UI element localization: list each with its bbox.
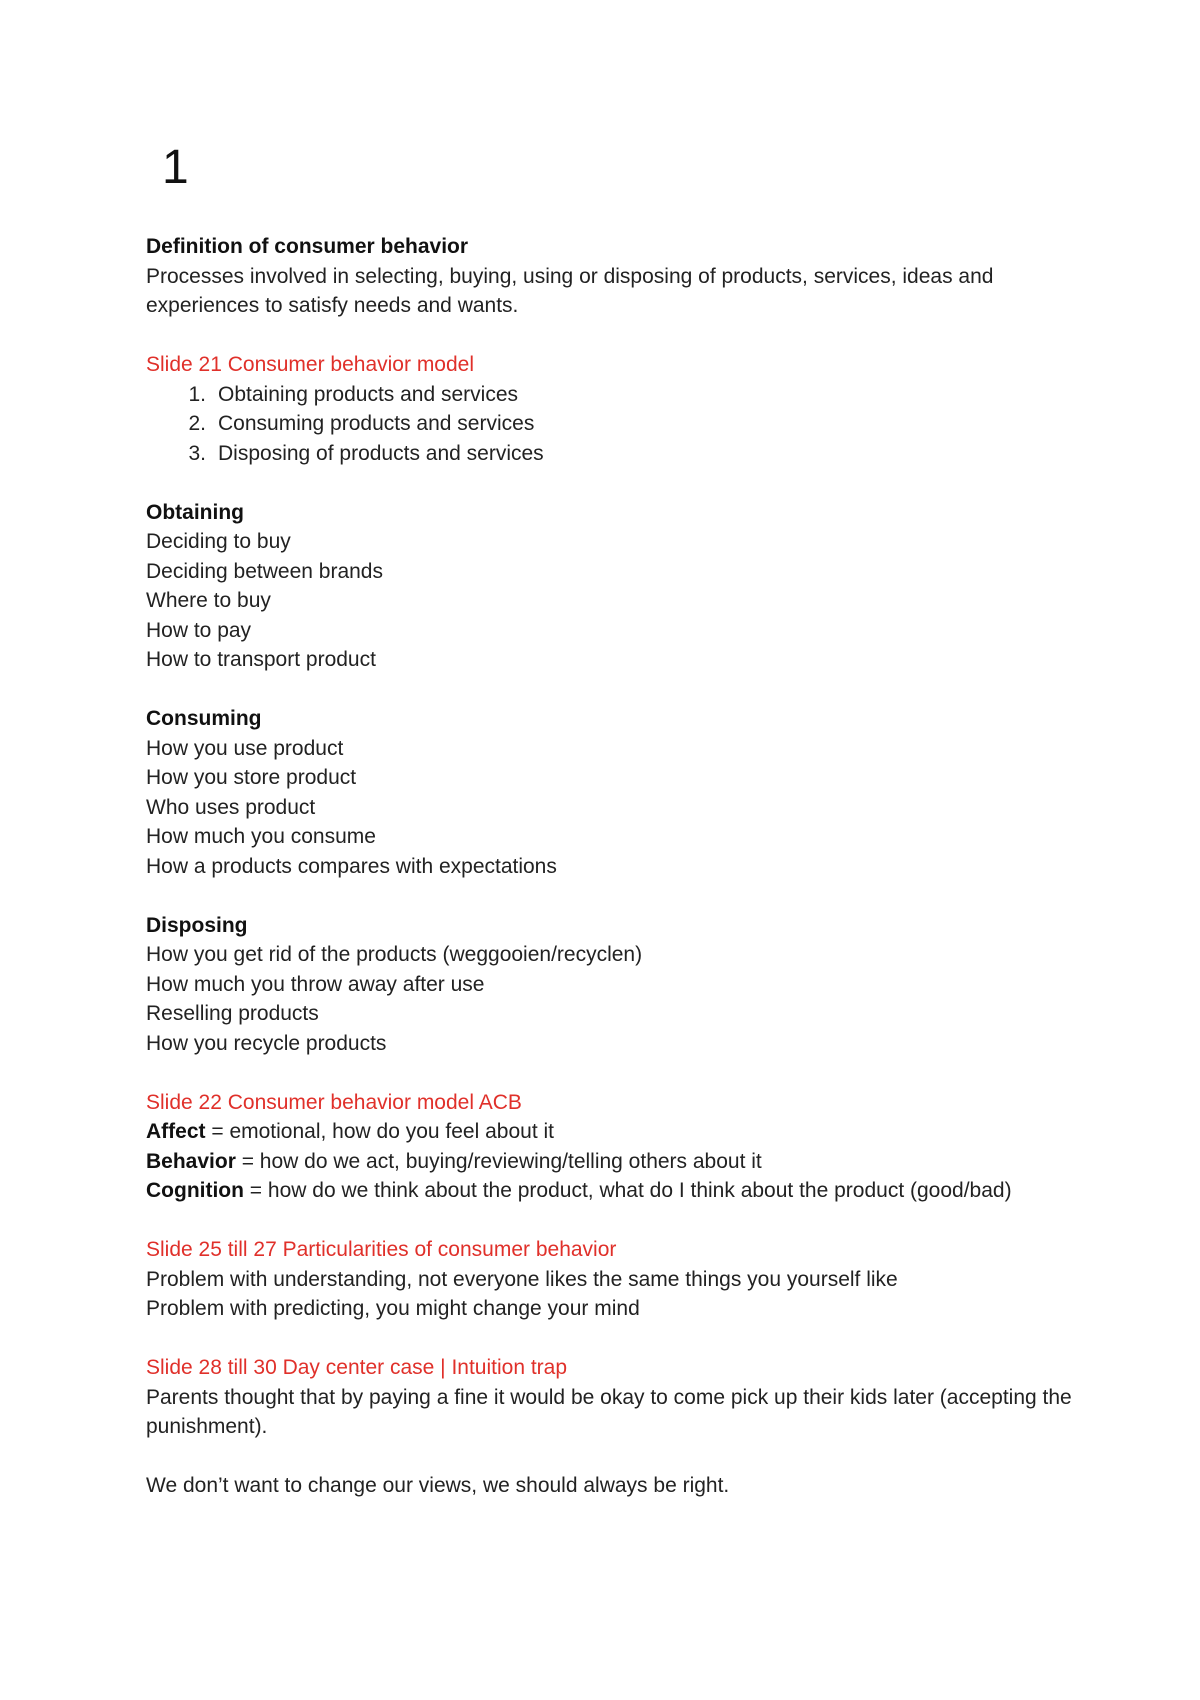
slide22-section	[146, 1088, 1076, 1206]
consuming-heading: Consuming	[146, 707, 262, 730]
slide25-heading: Slide 25 till 27 Particularities of consumer behavior	[146, 1238, 617, 1261]
slide28-text: Parents thought that by paying a fine it would be okay to come pick up their kids later (accepting the punishment).	[146, 1385, 1072, 1438]
consuming-section	[146, 704, 1076, 881]
list-item-number: 3.	[188, 441, 206, 465]
consuming-item: How a products compares with expectations	[146, 854, 557, 878]
definition-text: Processes involved in selecting, buying, using or disposing of products, services, ideas and experiences to satisfy needs and wants.	[146, 264, 994, 317]
slide25-section	[146, 1235, 1076, 1324]
list-item-number: 2.	[188, 412, 206, 435]
definition-heading: Definition of consumer behavior	[146, 235, 469, 258]
cognition-text: = how do we think about the product, what do I think about the product (good/bad)	[243, 1179, 1012, 1202]
affect-text: = emotional, how do you feel about it	[205, 1120, 554, 1143]
slide21-heading: Slide 21 Consumer behavior model	[146, 353, 475, 376]
document-page	[146, 140, 1076, 1530]
slide28-heading: Slide 28 till 30 Day center case | Intuition trap	[146, 1356, 568, 1379]
behavior-line	[146, 1147, 1076, 1177]
obtaining-item: How to pay	[146, 618, 252, 642]
closing-section	[146, 1471, 1076, 1501]
list-item	[146, 380, 1076, 410]
cognition-term: Cognition	[146, 1179, 244, 1202]
slide25-line: Problem with predicting, you might change your mind	[146, 1297, 640, 1320]
obtaining-item: Deciding to buy	[146, 530, 291, 553]
consuming-item: How you store product	[146, 766, 357, 789]
list-item-text: Consuming products and services	[218, 412, 535, 435]
consuming-item: How you use product	[146, 736, 344, 760]
consuming-item: How much you consume	[146, 825, 376, 848]
slide21-section	[146, 350, 1076, 468]
disposing-item: How you recycle products	[146, 1031, 387, 1055]
obtaining-section	[146, 498, 1076, 675]
list-item	[146, 439, 1076, 469]
affect-term: Affect	[146, 1120, 206, 1143]
list-item-text: Disposing of products and services	[218, 441, 544, 465]
behavior-text: = how do we act, buying/reviewing/telling others about it	[235, 1149, 762, 1173]
page-number: 1	[162, 141, 189, 194]
disposing-item: How much you throw away after use	[146, 972, 485, 996]
behavior-term: Behavior	[146, 1149, 236, 1173]
cognition-line	[146, 1176, 1076, 1206]
consuming-item: Who uses product	[146, 795, 316, 819]
disposing-section	[146, 911, 1076, 1059]
obtaining-item: Deciding between brands	[146, 559, 383, 583]
slide22-heading: Slide 22 Consumer behavior model ACB	[146, 1090, 522, 1114]
slide28-section	[146, 1353, 1076, 1442]
disposing-item: Reselling products	[146, 1002, 319, 1025]
list-item-text: Obtaining products and services	[218, 382, 518, 406]
obtaining-item: How to transport product	[146, 648, 376, 671]
disposing-item: How you get rid of the products (weggooien/recyclen)	[146, 943, 643, 966]
obtaining-heading: Obtaining	[146, 500, 244, 524]
definition-section	[146, 232, 1076, 321]
consumer-model-list	[146, 380, 1076, 469]
affect-line	[146, 1117, 1076, 1147]
obtaining-item: Where to buy	[146, 589, 271, 612]
closing-text: We don’t want to change our views, we should always be right.	[146, 1474, 730, 1497]
slide25-line: Problem with understanding, not everyone likes the same things you yourself like	[146, 1267, 898, 1291]
list-item-number: 1.	[188, 382, 206, 406]
disposing-heading: Disposing	[146, 913, 248, 937]
list-item	[146, 409, 1076, 439]
